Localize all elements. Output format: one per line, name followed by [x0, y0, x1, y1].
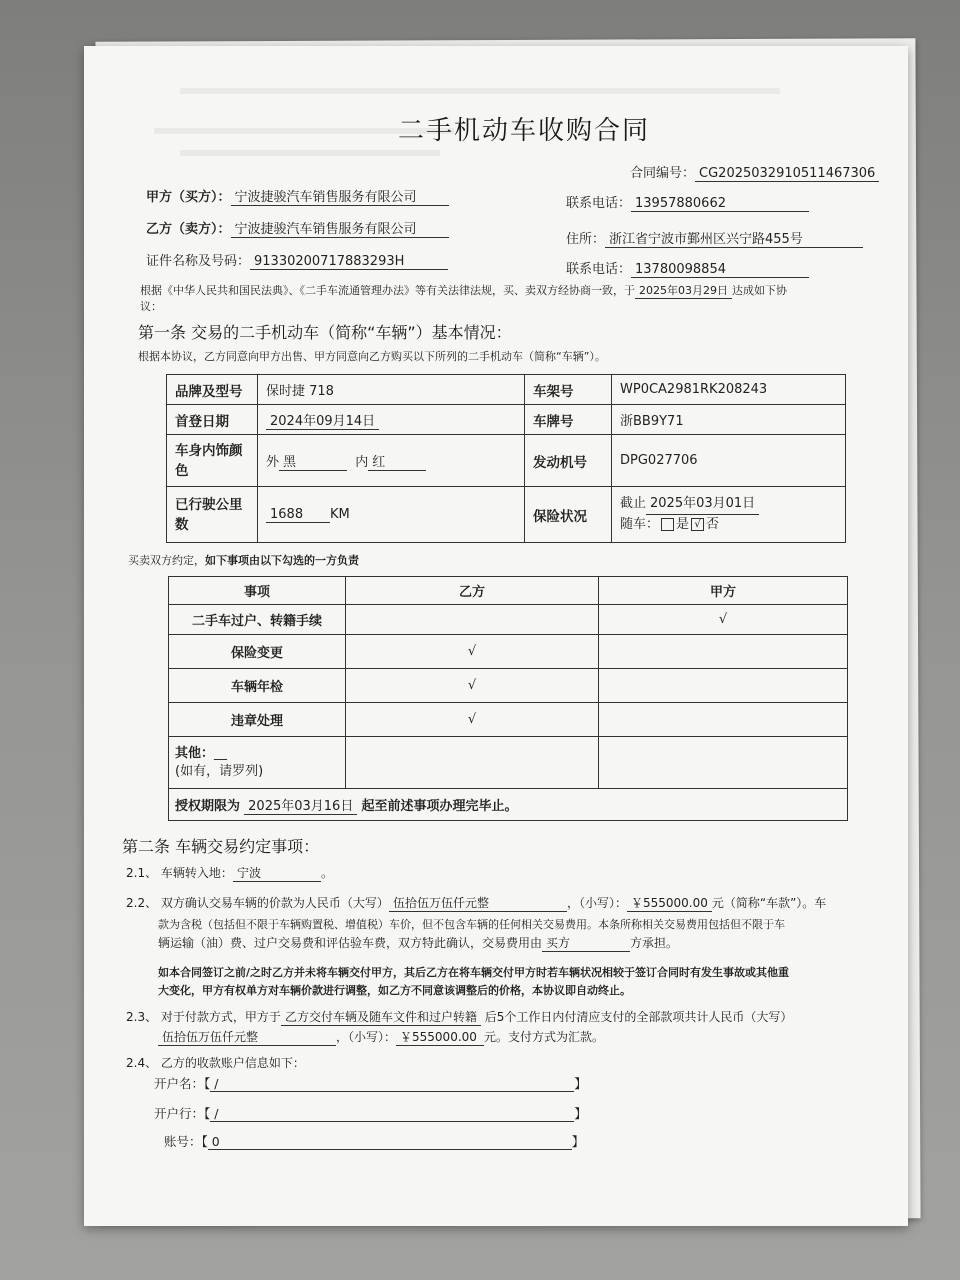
article-1-intro: 根据本协议，乙方同意向甲方出售、甲方同意向乙方购买以下所列的二手机动车（简称“车辆”）。 [138, 350, 606, 363]
other-party-b[interactable] [346, 737, 599, 789]
table-row [169, 605, 848, 635]
clause-2-3: 2.3、 对于付款方式，甲方于 乙方交付车辆及随车文件和过户转籍 后5个工作日内付清应支付的全部款项共计人民币（大写） [126, 1010, 793, 1024]
party-b-phone: 联系电话： 13780098854 [566, 258, 809, 278]
contract-number-value: CG2025032910511467306 [695, 166, 879, 182]
account-bank-field[interactable]: / [210, 1106, 574, 1122]
item-annual-inspection: 车辆年检 [169, 669, 346, 703]
table-row [169, 737, 848, 789]
clause-2-2-line-3: 辆运输（油）费、过户交易费和评估验车费，双方特此确认，交易费用由 买方 方承担。 [158, 936, 679, 950]
mileage-value: 1688 [266, 507, 330, 523]
check-party-b[interactable]: √ [346, 703, 599, 737]
plate-value: 浙BB9Y71 [612, 405, 846, 435]
reg-date-label: 首登日期 [167, 405, 258, 435]
payment-lower: ￥555000.00 [396, 1028, 484, 1046]
header-party-b: 乙方 [346, 577, 599, 605]
check-party-b[interactable]: √ [346, 669, 599, 703]
account-name-field[interactable]: / [210, 1076, 574, 1092]
party-b-phone-value: 13780098854 [631, 262, 809, 278]
article-1-heading: 第一条 交易的二手机动车（简称“车辆”）基本情况： [138, 323, 512, 342]
plate-label: 车牌号 [525, 405, 612, 435]
price-upper: 伍拾伍万伍仟元整 [389, 894, 567, 912]
account-number-row: 账号：【 0 】 [164, 1134, 585, 1149]
responsibility-intro: 买卖双方约定，如下事项由以下勾选的一方负责 [128, 554, 359, 567]
destination-value: 宁波 [233, 864, 321, 882]
bleed-through-line [180, 150, 440, 156]
check-party-a[interactable] [599, 669, 848, 703]
bold-clause-line-2: 大变化，甲方有权单方对车辆价款进行调整，如乙方不同意该调整后的价格，本协议即自动终止。 [158, 984, 631, 997]
party-b-address: 住所： 浙江省宁波市鄞州区兴宁路455号 [566, 228, 863, 248]
contract-title: 二手机动车收购合同 [398, 116, 651, 146]
price-lower: ￥555000.00 [627, 894, 712, 912]
color-cell: 外 黑 内 红 [258, 435, 525, 487]
party-a-phone: 联系电话： 13957880662 [566, 192, 809, 212]
color-label: 车身内饰颜色 [167, 435, 258, 487]
vehicle-info-table [166, 374, 846, 543]
item-insurance-change: 保险变更 [169, 635, 346, 669]
insurance-date: 2025年03月01日 [646, 494, 759, 515]
vin-label: 车架号 [525, 375, 612, 405]
item-violations: 违章处理 [169, 703, 346, 737]
insurance-yes-checkbox[interactable] [661, 518, 674, 531]
contract-number: 合同编号： CG2025032910511467306 [630, 162, 879, 182]
preamble-end: 议： [140, 300, 162, 313]
reg-date-cell [258, 405, 525, 435]
clause-2-2-line-2: 款为含税（包括但不限于车辆购置税、增值税）车价，但不包含车辆的任何相关交易费用。本条所称相关交易费用包括但不限于车 [158, 918, 785, 931]
party-b-name: 宁波捷骏汽车销售服务有限公司 [231, 218, 449, 238]
party-a-phone-value: 13957880662 [631, 196, 809, 212]
header-party-a: 甲方 [599, 577, 848, 605]
reg-date-value: 2024年09月14日 [266, 410, 379, 430]
account-number-field[interactable]: 0 [208, 1134, 572, 1150]
check-party-b[interactable]: √ [346, 635, 599, 669]
sign-date: 2025年03月29日 [635, 282, 732, 299]
check-party-a[interactable] [599, 635, 848, 669]
insurance-no-checkbox[interactable]: √ [691, 518, 704, 531]
payment-condition: 乙方交付车辆及随车文件和过户转籍 [281, 1008, 481, 1026]
exterior-color: 黑 [279, 451, 347, 471]
contract-page [84, 46, 908, 1226]
id-document-value: 91330200717883293H [250, 254, 448, 270]
engine-value: DPG027706 [612, 435, 846, 487]
engine-label: 发动机号 [525, 435, 612, 487]
brand-label: 品牌及型号 [167, 375, 258, 405]
id-document: 证件名称及号码： 91330200717883293H [146, 250, 448, 270]
payment-upper: 伍拾伍万伍仟元整 [158, 1028, 336, 1046]
party-a: 甲方（买方）： 宁波捷骏汽车销售服务有限公司 [146, 186, 449, 206]
account-name-row: 开户名：【 / 】 [154, 1076, 587, 1091]
clause-2-4: 2.4、 乙方的收款账户信息如下： [126, 1056, 305, 1070]
item-transfer: 二手车过户、转籍手续 [169, 605, 346, 635]
clause-2-2: 2.2、 双方确认交易车辆的价款为人民币（大写） 伍拾伍万伍仟元整 ，（小写）： ￥555000.00 元（简称“车款”）。车 [126, 896, 827, 910]
account-bank-row: 开户行：【 / 】 [154, 1106, 587, 1121]
vin-value: WP0CA2981RK208243 [612, 375, 846, 405]
authorization-period: 授权期限为 2025年03月16日 起至前述事项办理完毕止。 [169, 789, 848, 821]
table-row [169, 635, 848, 669]
check-party-b[interactable] [346, 605, 599, 635]
party-b-address-value: 浙江省宁波市鄞州区兴宁路455号 [605, 228, 863, 248]
header-item: 事项 [169, 577, 346, 605]
responsibility-table [168, 576, 848, 821]
article-2-heading: 第二条 车辆交易约定事项： [122, 837, 320, 856]
check-party-a[interactable] [599, 703, 848, 737]
other-party-a[interactable] [599, 737, 848, 789]
brand-value: 保时捷 718 [258, 375, 525, 405]
bleed-through-line [180, 88, 780, 94]
authorization-date: 2025年03月16日 [244, 795, 357, 815]
mileage-cell: 1688 KM [258, 487, 525, 543]
clause-2-1: 2.1、 车辆转入地： 宁波 。 [126, 866, 333, 880]
table-row [169, 703, 848, 737]
interior-color: 红 [368, 451, 426, 471]
party-b: 乙方（卖方）： 宁波捷骏汽车销售服务有限公司 [146, 218, 449, 238]
item-other: 其他：__ (如有，请罗列) [169, 737, 346, 789]
clause-2-3-line-2: 伍拾伍万伍仟元整 ，（小写）： ￥555000.00 元。支付方式为汇款。 [158, 1028, 604, 1046]
mileage-label: 已行驶公里数 [167, 487, 258, 543]
bold-clause-line-1: 如本合同签订之前/之时乙方并未将车辆交付甲方，其后乙方在将车辆交付甲方时若车辆状况相较于签订合同时有发生事故或其他重 [158, 966, 790, 979]
check-party-a[interactable]: √ [599, 605, 848, 635]
table-row [169, 669, 848, 703]
party-a-name: 宁波捷骏汽车销售服务有限公司 [231, 186, 449, 206]
preamble: 根据《中华人民共和国民法典》、《二手车流通管理办法》等有关法律法规，买、卖双方经协商一致，于 2025年03月29日 达成如下协 [140, 284, 787, 297]
fee-payer: 买方 [542, 934, 630, 952]
insurance-label: 保险状况 [525, 487, 612, 543]
insurance-cell: 截止 2025年03月01日 随车： 是 √ 否 [612, 487, 846, 543]
